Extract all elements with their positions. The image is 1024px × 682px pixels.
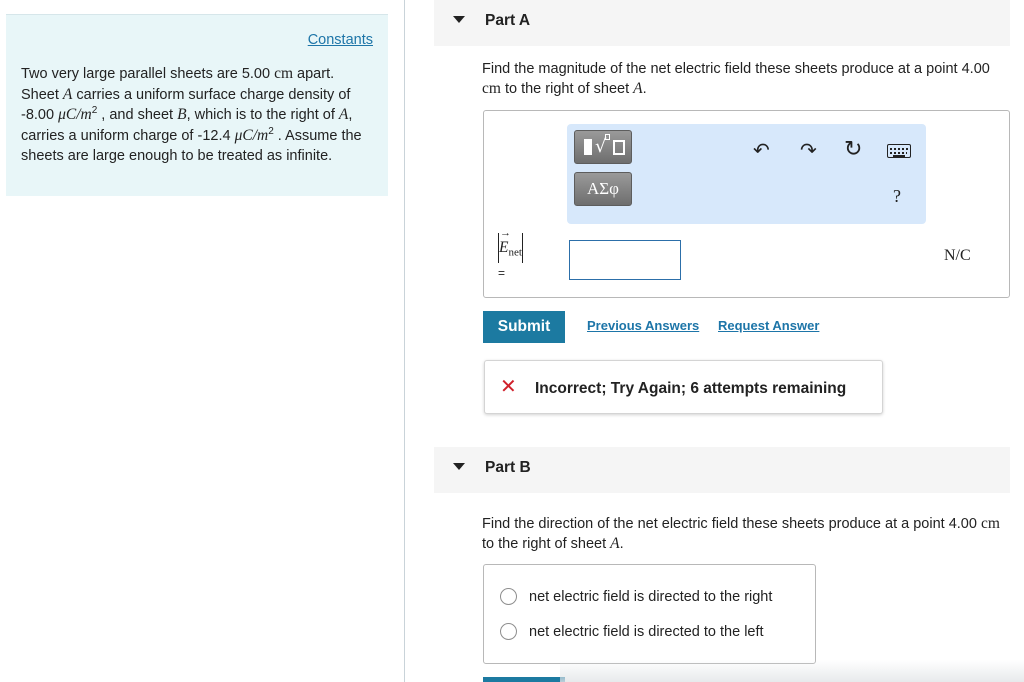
collapse-triangle-icon[interactable] <box>453 463 465 470</box>
reset-icon[interactable]: ↻ <box>844 137 863 162</box>
placeholder-box-icon <box>613 140 625 155</box>
keyboard-icon[interactable] <box>887 144 911 158</box>
help-icon[interactable]: ? <box>893 186 901 206</box>
constants-panel <box>6 14 388 196</box>
constants-link[interactable]: Constants <box>307 32 373 48</box>
part-b-question: Find the direction of the net electric field these sheets produce at a point 4.00 cm to the right of sheet A. <box>482 515 1000 552</box>
sqrt-icon: √ <box>595 136 607 157</box>
part-b-label: Part B <box>485 459 531 476</box>
direction-options <box>483 564 816 664</box>
panel-divider <box>404 0 405 682</box>
previous-answers-link[interactable]: Previous Answers <box>587 318 700 333</box>
redo-icon[interactable]: ↷ <box>800 138 817 162</box>
feedback-box <box>484 360 883 414</box>
request-answer-link[interactable]: Request Answer <box>718 318 820 333</box>
answer-box <box>483 110 1010 298</box>
answer-input[interactable] <box>569 240 681 280</box>
scroll-shadow <box>560 660 1024 682</box>
undo-icon[interactable]: ↶ <box>753 138 770 162</box>
incorrect-x-icon: ✕ <box>500 374 517 398</box>
part-b-submit-button[interactable] <box>483 677 565 682</box>
feedback-message: Incorrect; Try Again; 6 attempts remaining <box>535 380 847 397</box>
radio-button[interactable] <box>500 623 517 640</box>
variable-label: → $E_{net}$ <box>498 233 523 263</box>
greek-symbols-button[interactable]: ΑΣφ <box>574 172 632 206</box>
exponent-box-icon <box>605 134 610 140</box>
part-a-header[interactable] <box>434 0 1010 46</box>
problem-statement: Two very large parallel sheets are 5.00 cm apart. Sheet A carries a uniform surface charge density of -8.00 $\mu C/m^2$ , and sheet B, which is to the right of A, carries a uniform charge of -12.4 $\mu C/m^2$ . Assume the sheets are large enough to be treated as infinite. <box>21 65 362 164</box>
submit-button[interactable]: Submit <box>483 311 565 343</box>
collapse-triangle-icon[interactable] <box>453 16 465 23</box>
radio-button[interactable] <box>500 588 517 605</box>
cursor-block-icon <box>584 139 592 155</box>
templates-button[interactable] <box>574 130 632 164</box>
option-label: net electric field is directed to the right <box>529 589 773 605</box>
equals-sign: = <box>498 266 506 280</box>
option-label: net electric field is directed to the left <box>529 624 764 640</box>
part-a-question: Find the magnitude of the net electric field these sheets produce at a point 4.00 cm to the right of sheet A. <box>482 61 990 97</box>
part-b-header[interactable] <box>434 447 1010 493</box>
unit-label: N/C <box>944 247 971 264</box>
math-toolbar <box>567 124 926 224</box>
part-a-label: Part A <box>485 12 531 29</box>
